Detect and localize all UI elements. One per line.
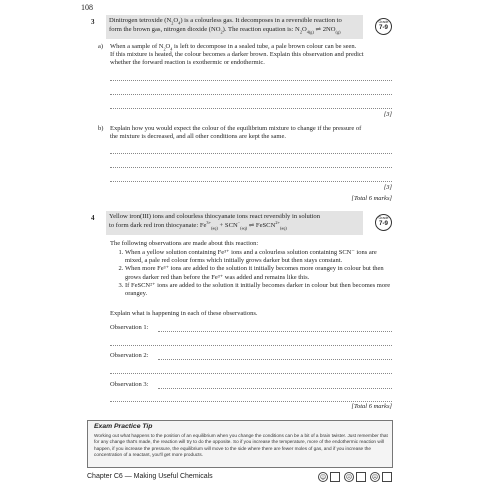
q3a-question: When a sample of $N_2O_4$ is left to decompose in a sealed tube, a pale brown colour can be seen. If this mixture is heated, the colour becomes a darker brown. Explain this observation and predict whether the forward reaction is exothermic or endothermic. xyxy=(110,43,364,67)
answer-line[interactable] xyxy=(110,153,392,154)
sad-face-icon: ☹ xyxy=(371,474,379,481)
answer-line[interactable] xyxy=(110,181,392,182)
q3a-label: a) xyxy=(98,43,104,50)
answer-line[interactable] xyxy=(110,401,392,402)
answer-line[interactable] xyxy=(110,345,392,346)
exam-tip-text: Working out what happens to the position of an equilibrium when you change the conditions can be a bit of a brain twister. Just remember that for any change that's made, the reaction will try to do the opposite. So if you increase the temperature, more of the endothermic reaction will happen, if you increase the pressure, the equilibrium will move to the side where there are fewer moles of gas, and if you increase the concentration of a reactant, you'll get more products. xyxy=(94,433,388,458)
answer-line[interactable] xyxy=(158,331,392,332)
q3b-question: Explain how you would expect the colour of the equilibrium mixture to change if the pressure of the mixture is decreased, and all other conditions are kept the same. xyxy=(110,125,362,141)
answer-line[interactable] xyxy=(110,94,392,95)
grade-badge-q3: Grade 7-9 xyxy=(375,18,392,35)
q4-instruction: Explain what is happening in each of these observations. xyxy=(110,310,258,317)
q3b-marks: [3] xyxy=(383,184,392,191)
observation-2-label: Observation 2: xyxy=(110,352,149,359)
q3-total-marks: [Total 6 marks] xyxy=(351,195,392,202)
observation-3-label: Observation 3: xyxy=(110,381,149,388)
happy-face-icon: ☺ xyxy=(319,474,327,481)
grade-badge-q4: Grade 7-9 xyxy=(375,214,392,231)
answer-line[interactable] xyxy=(158,359,392,360)
confidence-checkbox[interactable] xyxy=(382,472,392,482)
answer-line[interactable] xyxy=(110,80,392,81)
observation-item: 3. If FeSCN²⁺ ions are added to the solution it initially becomes darker in colour but then becomes more orangey. xyxy=(125,282,392,298)
confidence-checkbox[interactable] xyxy=(330,472,340,482)
question-3-intro xyxy=(106,15,363,39)
question-4-number: 4 xyxy=(91,214,95,222)
exam-practice-tip-box xyxy=(87,420,393,468)
answer-line[interactable] xyxy=(158,388,392,389)
exam-tip-title: Exam Practice Tip xyxy=(94,423,153,430)
q3a-marks: [3] xyxy=(383,111,392,118)
q4-observations-intro: The following observations are made about this reaction: xyxy=(110,240,259,247)
question-4-intro: Yellow iron(III) ions and colourless thiocyanate ions react reversibly in solution to form dark red iron thiocyanate: $Fe^{3+}_{(aq)} + SCN^-_{(aq)}$ ⇌ FeSCN$^{2+}_{(aq)}$ xyxy=(106,211,363,235)
q4-total-marks: [Total 6 marks] xyxy=(351,403,392,410)
answer-line[interactable] xyxy=(110,167,392,168)
observation-item: 2. When more Fe³⁺ ions are added to the solution it initially becomes more orangey in colour but then grows darker red than before the Fe³⁺ was added and remains like this. xyxy=(125,265,392,281)
q3b-label: b) xyxy=(98,125,104,132)
observation-1-label: Observation 1: xyxy=(110,324,149,331)
neutral-face-icon: 😐 xyxy=(345,474,353,481)
answer-line[interactable] xyxy=(110,373,392,374)
observation-item: 1. When a yellow solution containing Fe³⁺ ions and a colourless solution containing SCN⁻ ions are mixed, a pale red colour forms which initially grows darker but then stays constant. xyxy=(125,249,392,265)
page-number: 108 xyxy=(81,3,93,12)
q3-intro-line2: form the brown gas, nitrogen dioxide $(NO_2)$. The reaction equation is: $N_2O_{4(g)}$ ⇌ $2NO_{(g)}$ xyxy=(109,25,341,35)
q3-intro-line1: Dinitrogen tetroxide $(N_2O_4)$ is a colourless gas. It decomposes in a reversible reaction to xyxy=(109,17,342,26)
answer-line[interactable] xyxy=(110,108,392,109)
question-3-number: 3 xyxy=(91,18,95,26)
chapter-footer: Chapter C6 — Making Useful Chemicals xyxy=(87,473,213,480)
confidence-checkbox[interactable] xyxy=(356,472,366,482)
q4-observations-list xyxy=(110,249,392,298)
